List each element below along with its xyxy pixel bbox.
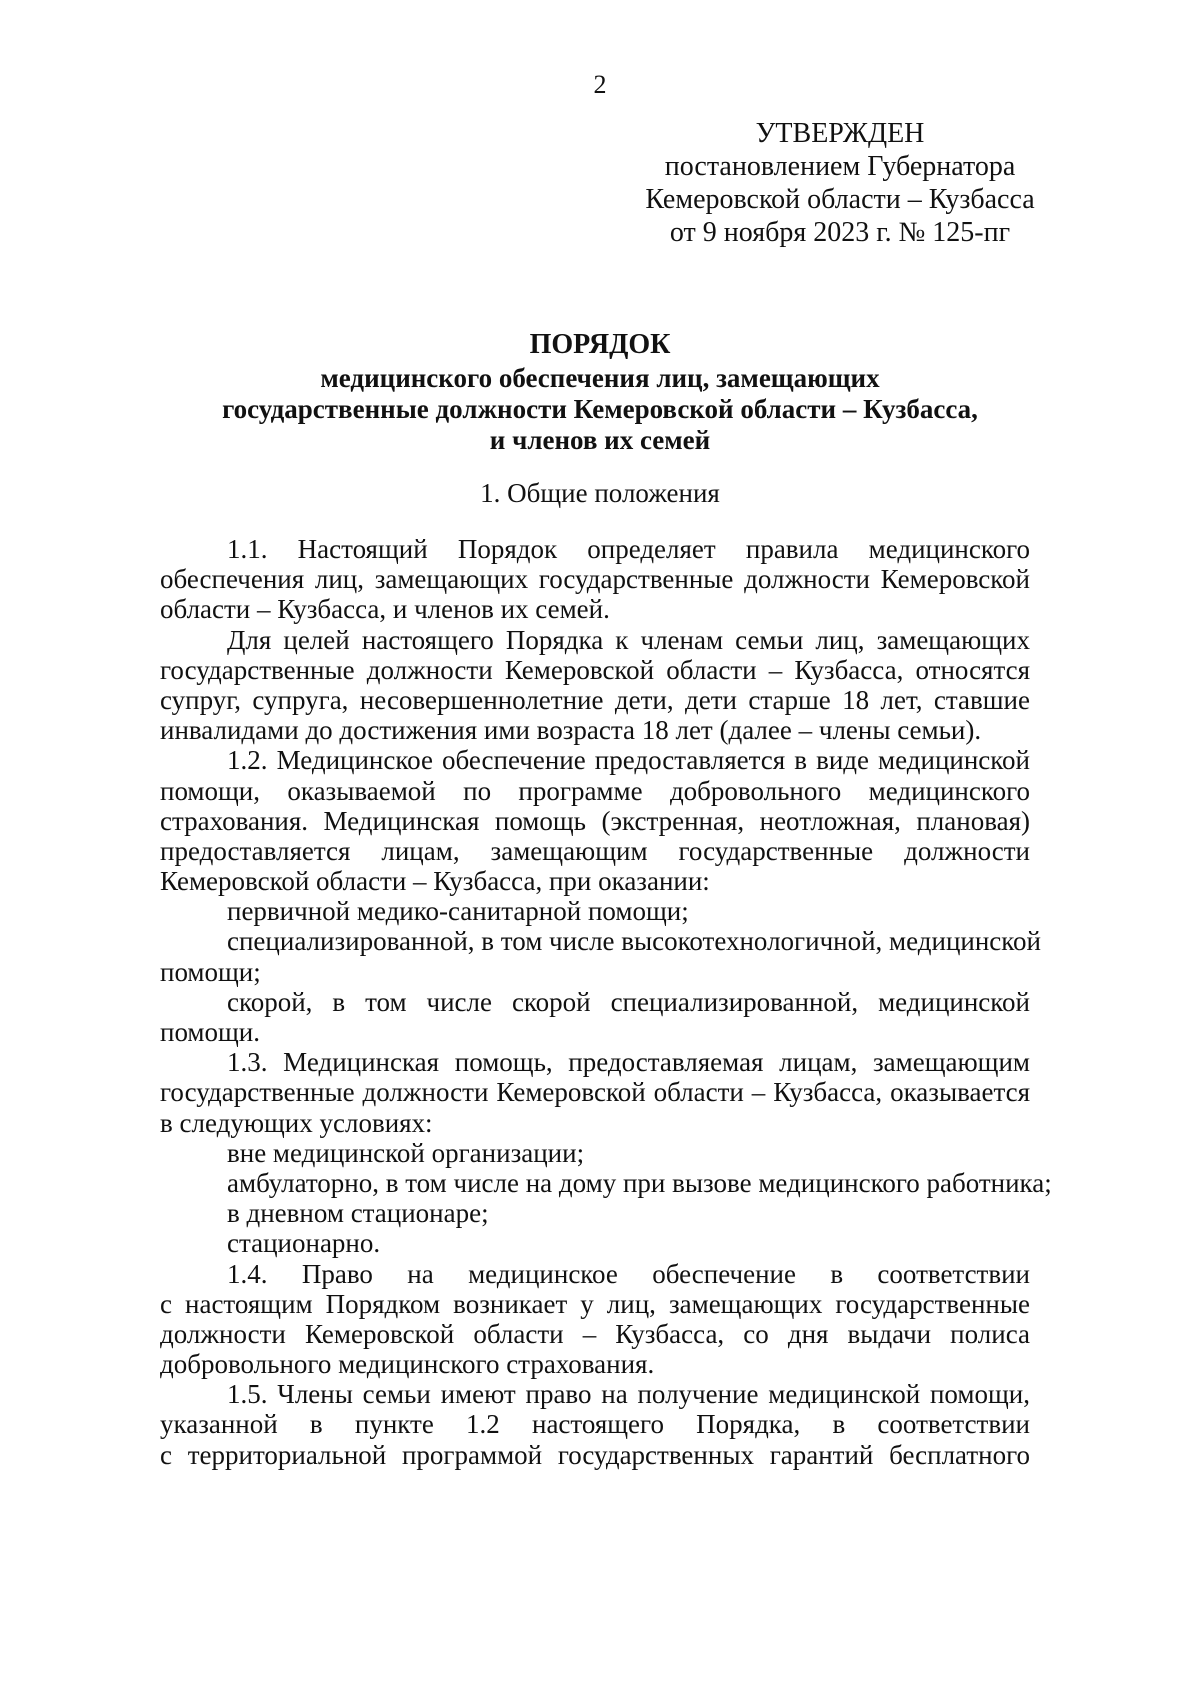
body-line: с настоящим Порядком возникает у лиц, замещающих государственные: [160, 1288, 1030, 1319]
body-line: с территориальной программой государственных гарантий бесплатного: [160, 1439, 1030, 1470]
body-line: государственные должности Кемеровской области – Кузбасса, оказывается: [160, 1077, 1030, 1108]
body-line: помощи.: [160, 1017, 261, 1047]
approval-line: постановлением Губернатора: [664, 151, 1016, 182]
body-line: помощи;: [160, 956, 261, 987]
section-heading: 1. Общие положения: [480, 478, 720, 508]
body-line: амбулаторно, в том числе на дому при вызове медицинского работника;: [227, 1167, 1052, 1198]
body-line: в дневном стационаре;: [227, 1198, 489, 1229]
approval-line: Кемеровской области – Кузбасса: [645, 184, 1035, 215]
body-line: области – Кузбасса, и членов их семей.: [160, 594, 610, 625]
body-line: 1.5. Члены семьи имеют право на получение медицинской помощи,: [227, 1379, 1030, 1410]
approval-line: УТВЕРЖДЕН: [755, 118, 925, 149]
page-number: 2: [593, 70, 607, 99]
body-line: Кемеровской области – Кузбасса, при оказании:: [160, 866, 710, 897]
title-subline: государственные должности Кемеровской области – Кузбасса,: [222, 394, 978, 424]
body-line: супруг, супруга, несовершеннолетние дети, дети старше 18 лет, ставшие: [160, 684, 1030, 715]
approval-line: от 9 ноября 2023 г. № 125-пг: [669, 217, 1011, 248]
title-subline: медицинского обеспечения лиц, замещающих: [320, 363, 880, 393]
body-line: добровольного медицинского страхования.: [160, 1349, 655, 1380]
body-line: вне медицинской организации;: [227, 1137, 585, 1168]
body-line: первичной медико-санитарной помощи;: [227, 896, 689, 927]
body-line: скорой, в том числе скорой специализированной, медицинской: [227, 986, 1030, 1017]
body-line: стационарно.: [227, 1228, 381, 1259]
body-text: [160, 534, 1052, 1470]
body-line: 1.2. Медицинское обеспечение предоставляется в виде медицинской: [227, 745, 1030, 776]
body-line: страхования. Медицинская помощь (экстренная, неотложная, плановая): [160, 805, 1030, 836]
body-line: помощи, оказываемой по программе добровольного медицинского: [160, 775, 1030, 806]
body-line: 1.1. Настоящий Порядок определяет правила медицинского: [227, 534, 1030, 564]
body-line: инвалидами до достижения ими возраста 18 лет (далее – члены семьи).: [160, 715, 982, 746]
body-line: Для целей настоящего Порядка к членам семьи лиц, замещающих: [227, 624, 1030, 655]
title-subline: и членов их семей: [489, 425, 711, 455]
body-line: указанной в пункте 1.2 настоящего Порядка, в соответствии: [160, 1409, 1030, 1440]
body-line: в следующих условиях:: [160, 1107, 433, 1138]
body-line: предоставляется лицам, замещающим государственные должности: [160, 835, 1030, 866]
body-line: обеспечения лиц, замещающих государственные должности Кемеровской: [160, 564, 1030, 595]
body-line: государственные должности Кемеровской области – Кузбасса, относятся: [160, 654, 1030, 685]
document-title: [160, 327, 1040, 456]
body-line: 1.3. Медицинская помощь, предоставляемая лицам, замещающим: [227, 1047, 1030, 1078]
title-main: ПОРЯДОК: [529, 329, 671, 360]
approval-block: [560, 117, 1120, 249]
body-line: должности Кемеровской области – Кузбасса, со дня выдачи полиса: [160, 1318, 1030, 1349]
body-line: специализированной, в том числе высокотехнологичной, медицинской: [227, 926, 1041, 957]
body-line: 1.4. Право на медицинское обеспечение в соответствии: [227, 1258, 1030, 1289]
